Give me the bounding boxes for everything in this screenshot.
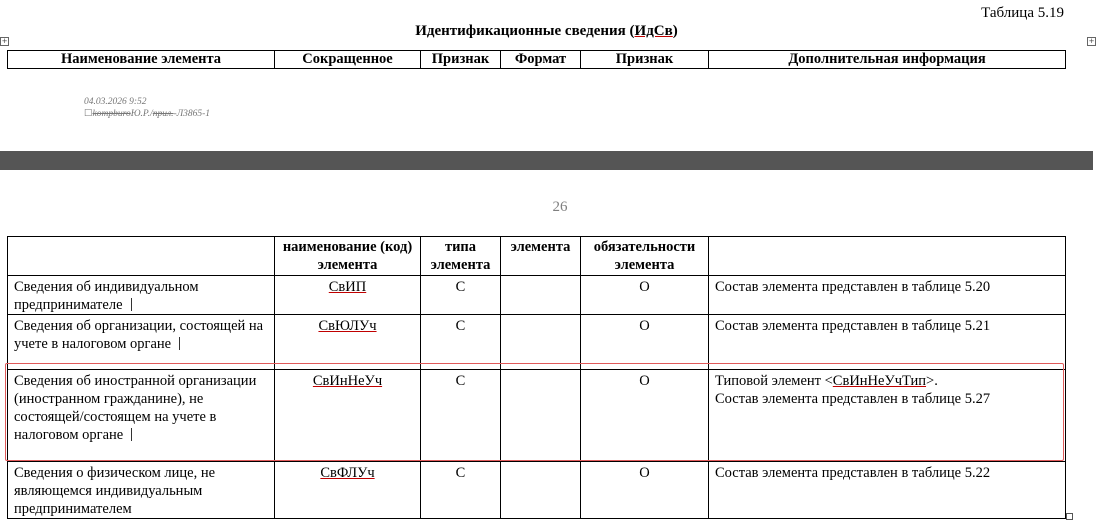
col-header-name-cont	[8, 237, 275, 276]
col-header-required: Признак	[581, 51, 709, 69]
element-code-cell[interactable]: СвФЛУч	[275, 462, 421, 519]
table-row-highlighted	[8, 370, 1066, 462]
element-code-cell[interactable]: СвИнНеУч	[275, 370, 421, 462]
element-required-cell[interactable]: О	[581, 315, 709, 370]
element-required-cell[interactable]: О	[581, 276, 709, 315]
element-name-cell[interactable]: Сведения об организации, состоящей на учете в налоговом органе	[8, 315, 275, 370]
main-table	[7, 236, 1066, 519]
table-title-code: ИдСв	[634, 23, 673, 39]
col-header-type-cont: типа элемента	[421, 237, 501, 276]
col-header-info: Дополнительная информация	[709, 51, 1066, 69]
col-header-required-cont: обязательности элемента	[581, 237, 709, 276]
page-number: 26	[552, 199, 568, 215]
table-row	[8, 276, 1066, 315]
table-title-prefix: Идентификационные сведения (	[415, 23, 635, 39]
revision-timestamp: 04.03.2026 9:52	[84, 97, 147, 107]
table-resize-handle[interactable]	[1066, 513, 1073, 520]
element-info-cell[interactable]: Состав элемента представлен в таблице 5.20	[709, 276, 1066, 315]
element-type-cell[interactable]: С	[421, 462, 501, 519]
table-title-suffix: )	[672, 23, 678, 39]
element-format-cell[interactable]	[501, 315, 581, 370]
table-move-handle-right-icon[interactable]: +	[1088, 37, 1095, 45]
element-code-cell[interactable]: СвЮЛУч	[275, 315, 421, 370]
element-type-cell[interactable]: С	[421, 370, 501, 462]
col-header-short: Сокращенное	[275, 51, 421, 69]
header-table-top	[7, 50, 1066, 69]
col-header-type: Признак	[421, 51, 501, 69]
element-required-cell[interactable]: О	[581, 370, 709, 462]
text-cursor	[131, 298, 132, 311]
col-header-info-cont	[709, 237, 1066, 276]
element-name-cell[interactable]: Сведения об иностранной организации (иностранном гражданине), не состоящей/состоящем на учете в налоговом органе	[8, 370, 275, 462]
element-type-cell[interactable]: С	[421, 315, 501, 370]
element-format-cell[interactable]	[501, 276, 581, 315]
revision-author: ☐kompburoЮ.Р./прил.-Л3865-1	[84, 109, 211, 119]
text-cursor	[179, 337, 180, 350]
element-code-cell[interactable]: СвИП	[275, 276, 421, 315]
element-info-cell[interactable]: Состав элемента представлен в таблице 5.22	[709, 462, 1066, 519]
text-cursor	[131, 428, 132, 441]
element-name-cell[interactable]: Сведения об индивидуальном предпринимателе	[8, 276, 275, 315]
element-info-cell[interactable]: Типовой элемент <СвИнНеУчТип>. Состав элемента представлен в таблице 5.27	[709, 370, 1066, 462]
col-header-format-cont: элемента	[501, 237, 581, 276]
table-row	[8, 315, 1066, 370]
col-header-format: Формат	[501, 51, 581, 69]
page-break-bar	[0, 151, 1093, 170]
header-row-continued	[8, 237, 1066, 276]
element-format-cell[interactable]	[501, 462, 581, 519]
table-row	[8, 462, 1066, 519]
element-type-cell[interactable]: С	[421, 276, 501, 315]
element-name-cell[interactable]: Сведения о физическом лице, не являющемся индивидуальным предпринимателем	[8, 462, 275, 519]
element-info-cell[interactable]: Состав элемента представлен в таблице 5.21	[709, 315, 1066, 370]
element-format-cell[interactable]	[501, 370, 581, 462]
table-title	[0, 23, 1093, 40]
table-move-handle-icon[interactable]: +	[1, 37, 8, 45]
col-header-code-cont: наименование (код) элемента	[275, 237, 421, 276]
revision-mark	[84, 96, 210, 120]
element-required-cell[interactable]: О	[581, 462, 709, 519]
col-header-name: Наименование элемента	[8, 51, 275, 69]
header-row	[8, 51, 1066, 69]
table-number: Таблица 5.19	[981, 5, 1064, 21]
